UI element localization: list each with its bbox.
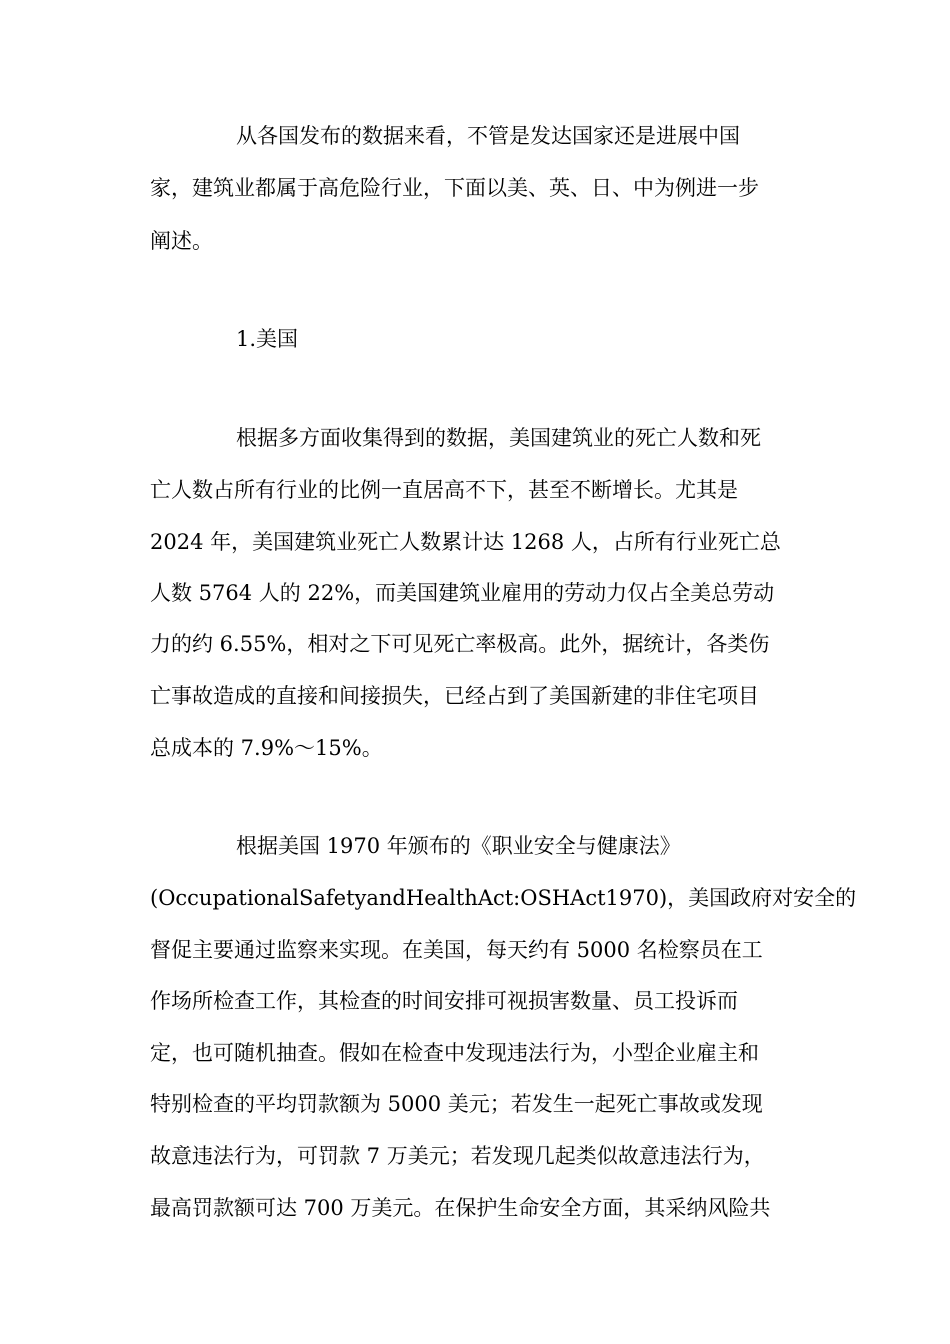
paragraph-line: 阐述。 xyxy=(150,229,213,253)
paragraph-line: 2024 年，美国建筑业死亡人数累计达 1268 人，占所有行业死亡总 xyxy=(150,530,781,554)
paragraph-line: 定，也可随机抽查。假如在检查中发现违法行为，小型企业雇主和 xyxy=(150,1041,759,1065)
section-heading: 1.美国 xyxy=(236,327,299,351)
paragraph-line: 最高罚款额可达 700 万美元。在保护生命安全方面，其采纳风险共 xyxy=(150,1196,771,1220)
paragraph-line: 根据美国 1970 年颁布的《职业安全与健康法》 xyxy=(236,834,681,858)
paragraph-line: 亡事故造成的直接和间接损失，已经占到了美国新建的非住宅项目 xyxy=(150,684,759,708)
paragraph-line: 总成本的 7.9%～15%。 xyxy=(150,736,383,760)
paragraph-line: 故意违法行为，可罚款 7 万美元；若发现几起类似故意违法行为， xyxy=(150,1144,765,1168)
paragraph-line: 家，建筑业都属于高危险行业，下面以美、英、日、中为例进一步 xyxy=(150,176,759,200)
paragraph-line: 亡人数占所有行业的比例一直居高不下，甚至不断增长。尤其是 xyxy=(150,478,738,502)
paragraph-line: 从各国发布的数据来看，不管是发达国家还是进展中国 xyxy=(236,124,740,148)
paragraph-line: 人数 5764 人的 22%，而美国建筑业雇用的劳动力仅占全美总劳动 xyxy=(150,581,775,605)
paragraph-line: 督促主要通过监察来实现。在美国，每天约有 5000 名检察员在工 xyxy=(150,938,763,962)
paragraph-line: 力的约 6.55%，相对之下可见死亡率极高。此外，据统计，各类伤 xyxy=(150,632,770,656)
paragraph-line: 作场所检查工作，其检查的时间安排可视损害数量、员工投诉而 xyxy=(150,989,738,1013)
paragraph-line: 特别检查的平均罚款额为 5000 美元；若发生一起死亡事故或发现 xyxy=(150,1092,763,1116)
paragraph-line: 根据多方面收集得到的数据，美国建筑业的死亡人数和死 xyxy=(236,426,761,450)
paragraph-line: (OccupationalSafetyandHealthAct:OSHAct1970)，美国政府对安全的 xyxy=(150,886,857,910)
